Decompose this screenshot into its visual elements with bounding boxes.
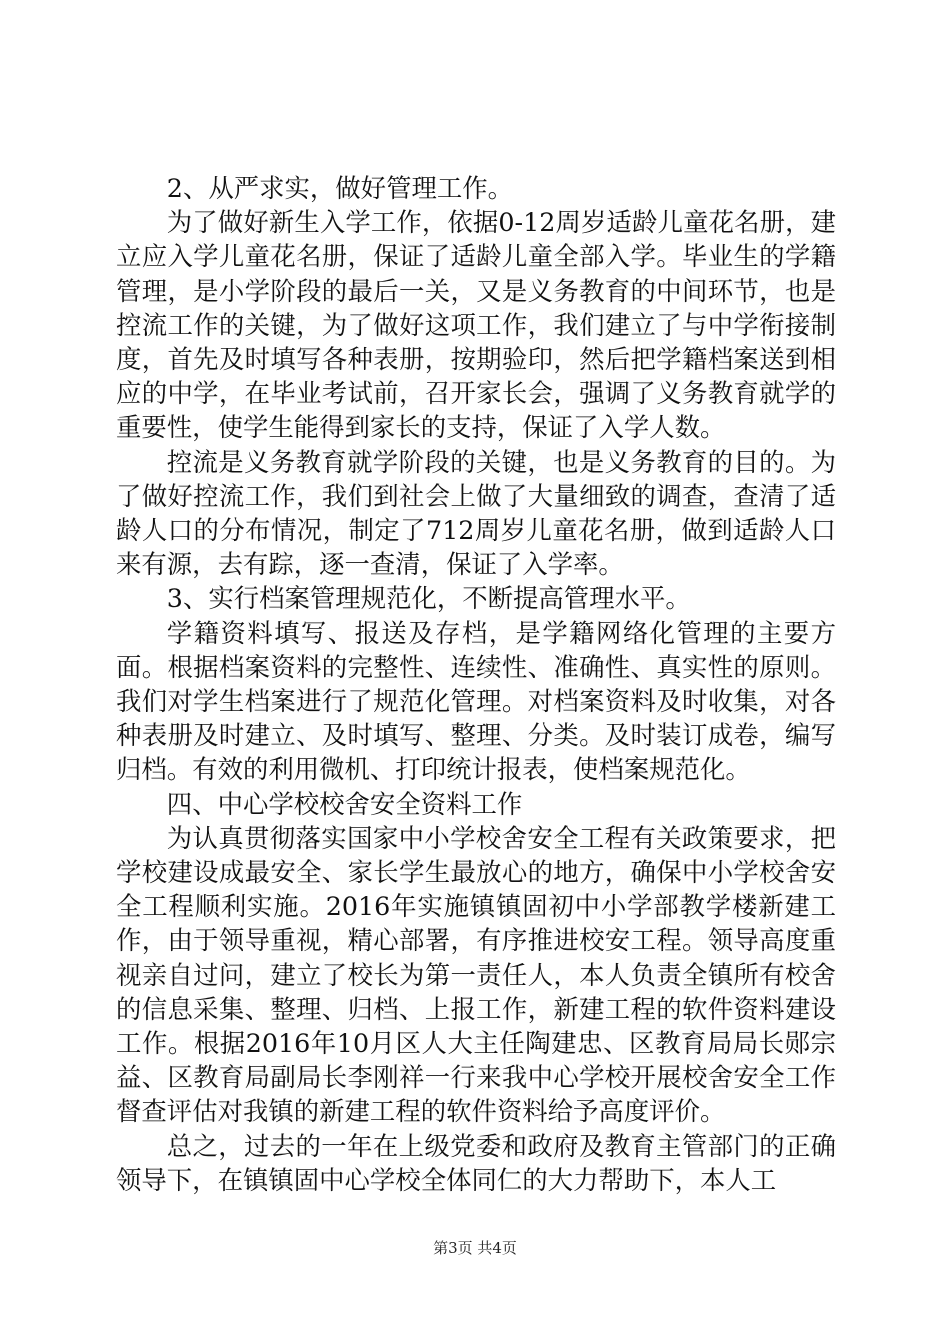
paragraph-summary: 总之，过去的一年在上级党委和政府及教育主管部门的正确领导下，在镇镇固中心学校全体同仁的大力帮助下，本人工 (116, 1130, 836, 1195)
document-body (116, 171, 836, 1197)
paragraph-enrollment: 为了做好新生入学工作，依据0-12周岁适龄儿童花名册，建立应入学儿童花名册，保证了适龄儿童全部入学。毕业生的学籍管理，是小学阶段的最后一关，又是义务教育的中间环节，也是控流工作的关键，为了做好这项工作，我们建立了与中学衔接制度，首先及时填写各种表册，按期验印，然后把学籍档案送到相应的中学，在毕业考试前，召开家长会，强调了义务教育就学的重要性，使学生能得到家长的支持，保证了入学人数。 (116, 207, 836, 443)
heading-school-building-safety: 四、中心学校校舍安全资料工作 (166, 788, 523, 819)
paragraph-archive-management: 学籍资料填写、报送及存档，是学籍网络化管理的主要方面。根据档案资料的完整性、连续性、准确性、真实性的原则。我们对学生档案进行了规范化管理。对档案资料及时收集，对各种表册及时建立、及时填写、整理、分类。及时装订成卷，编写归档。有效的利用微机、打印统计报表，使档案规范化。 (116, 617, 836, 785)
paragraph-dropout-control: 控流是义务教育就学阶段的关键，也是义务教育的目的。为了做好控流工作，我们到社会上做了大量细致的调查，查清了适龄人口的分布情况，制定了712周岁儿童花名册，做到适龄人口来有源，去有踪，逐一查清，保证了入学率。 (116, 446, 836, 580)
paragraph-school-building-safety: 为认真贯彻落实国家中小学校舍安全工程有关政策要求，把学校建设成最安全、家长学生最放心的地方，确保中小学校舍安全工程顺利实施。2016年实施镇镇固初中小学部教学楼新建工作，由于领导重视，精心部署，有序推进校安工程。领导高度重视亲自过问，建立了校长为第一责任人，本人负责全镇所有校舍的信息采集、整理、归档、上报工作，新建工程的软件资料建设工作。根据2016年10月区人大主任陶建忠、区教育局局长郧宗益、区教育局副局长李刚祥一行来我中心学校开展校舍安全工作督查评估对我镇的新建工程的软件资料给予高度评价。 (116, 822, 836, 1127)
heading-archive-management: 3、实行档案管理规范化，不断提高管理水平。 (166, 583, 691, 614)
heading-strict-management: 2、从严求实，做好管理工作。 (166, 173, 514, 203)
page-number-footer: 第3页 共4页 (433, 1239, 517, 1257)
